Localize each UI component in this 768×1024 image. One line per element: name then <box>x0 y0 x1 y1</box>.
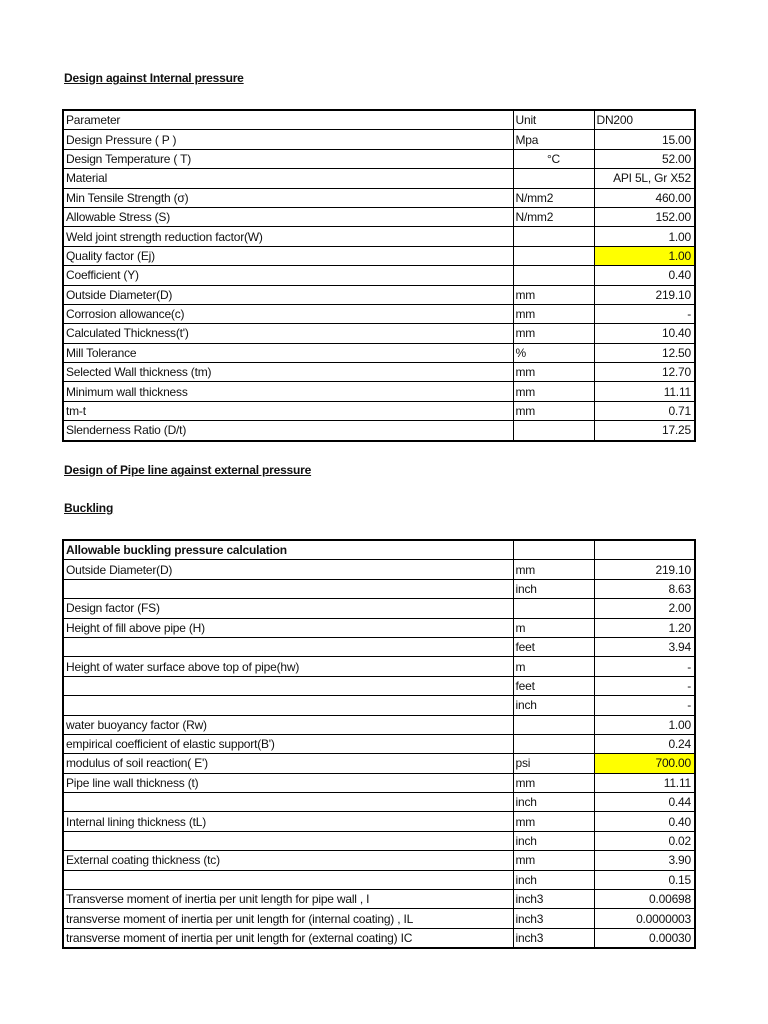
table-row <box>63 637 695 656</box>
parameter-cell[interactable]: Outside Diameter(D) <box>63 560 513 579</box>
parameter-cell[interactable]: Internal lining thickness (tL) <box>63 812 513 831</box>
unit-cell[interactable]: inch <box>513 870 594 889</box>
unit-cell[interactable]: N/mm2 <box>513 188 594 207</box>
table-row <box>63 421 695 441</box>
value-cell[interactable]: 3.90 <box>594 851 695 870</box>
table-row <box>63 343 695 362</box>
table-row <box>63 304 695 323</box>
heading-buckling: Buckling <box>64 501 114 515</box>
value-cell[interactable]: 0.00030 <box>594 928 695 948</box>
value-cell[interactable]: 2.00 <box>594 599 695 618</box>
parameter-cell[interactable]: Height of fill above pipe (H) <box>63 618 513 637</box>
table-row <box>63 382 695 401</box>
parameter-cell[interactable] <box>63 637 513 656</box>
table-row <box>63 618 695 637</box>
parameter-cell[interactable]: Corrosion allowance(c) <box>63 304 513 323</box>
unit-cell[interactable]: mm <box>513 324 594 343</box>
parameter-cell[interactable]: Calculated Thickness(t') <box>63 324 513 343</box>
parameter-cell[interactable]: Coefficient (Y) <box>63 266 513 285</box>
unit-cell[interactable]: % <box>513 343 594 362</box>
value-cell[interactable]: 0.44 <box>594 793 695 812</box>
value-cell[interactable]: 0.40 <box>594 266 695 285</box>
value-cell[interactable]: 0.71 <box>594 401 695 420</box>
table-row <box>63 793 695 812</box>
table-row <box>63 870 695 889</box>
unit-cell[interactable]: inch <box>513 831 594 850</box>
value-cell[interactable]: 152.00 <box>594 207 695 226</box>
internal-pressure-table <box>62 109 696 442</box>
unit-cell[interactable] <box>513 169 594 188</box>
unit-cell[interactable]: Mpa <box>513 130 594 149</box>
parameter-cell[interactable]: Slenderness Ratio (D/t) <box>63 421 513 441</box>
value-cell[interactable]: 219.10 <box>594 285 695 304</box>
table-row <box>63 560 695 579</box>
parameter-cell[interactable]: Height of water surface above top of pipe(hw) <box>63 657 513 676</box>
unit-cell[interactable]: inch3 <box>513 928 594 948</box>
value-cell[interactable]: 10.40 <box>594 324 695 343</box>
table-row <box>63 188 695 207</box>
table-row <box>63 285 695 304</box>
table-row <box>63 266 695 285</box>
buckling-table <box>62 539 696 949</box>
value-cell[interactable]: 52.00 <box>594 149 695 168</box>
table-row <box>63 773 695 792</box>
table-row <box>63 246 695 265</box>
parameter-cell[interactable]: tm-t <box>63 401 513 420</box>
unit-cell[interactable]: m <box>513 657 594 676</box>
value-cell[interactable]: 0.02 <box>594 831 695 850</box>
table-row <box>63 599 695 618</box>
parameter-cell[interactable]: empirical coefficient of elastic support(B') <box>63 734 513 753</box>
value-cell[interactable]: 0.00698 <box>594 890 695 909</box>
parameter-cell[interactable] <box>63 579 513 598</box>
unit-cell[interactable]: mm <box>513 812 594 831</box>
unit-cell[interactable]: m <box>513 618 594 637</box>
unit-cell[interactable]: °C <box>513 149 594 168</box>
table-row <box>63 401 695 420</box>
value-cell[interactable]: 11.11 <box>594 773 695 792</box>
value-cell[interactable]: 12.50 <box>594 343 695 362</box>
parameter-cell[interactable]: Outside Diameter(D) <box>63 285 513 304</box>
unit-cell[interactable] <box>513 599 594 618</box>
table-row <box>63 169 695 188</box>
heading-external-pressure: Design of Pipe line against external pressure <box>64 463 312 477</box>
unit-cell[interactable] <box>513 227 594 246</box>
parameter-cell[interactable]: transverse moment of inertia per unit length for (internal coating) , IL <box>63 909 513 928</box>
parameter-cell[interactable]: Design Temperature ( T) <box>63 149 513 168</box>
value-cell[interactable]: 1.00 <box>594 227 695 246</box>
value-cell[interactable]: - <box>594 657 695 676</box>
value-cell[interactable]: 17.25 <box>594 421 695 441</box>
parameter-cell[interactable]: modulus of soil reaction( E') <box>63 754 513 773</box>
value-cell[interactable]: 8.63 <box>594 579 695 598</box>
unit-cell[interactable]: mm <box>513 382 594 401</box>
unit-cell[interactable] <box>513 246 594 265</box>
value-cell[interactable]: - <box>594 676 695 695</box>
parameter-cell[interactable]: Minimum wall thickness <box>63 382 513 401</box>
value-cell[interactable]: 0.40 <box>594 812 695 831</box>
unit-cell[interactable]: mm <box>513 285 594 304</box>
parameter-cell[interactable]: Selected Wall thickness (tm) <box>63 363 513 382</box>
parameter-cell[interactable]: Design factor (FS) <box>63 599 513 618</box>
table-row <box>63 734 695 753</box>
parameter-cell[interactable]: Material <box>63 169 513 188</box>
unit-cell[interactable]: mm <box>513 401 594 420</box>
unit-cell[interactable] <box>513 266 594 285</box>
parameter-cell[interactable]: Allowable Stress (S) <box>63 207 513 226</box>
value-cell[interactable]: 12.70 <box>594 363 695 382</box>
table-row <box>63 149 695 168</box>
parameter-cell[interactable]: Min Tensile Strength (σ) <box>63 188 513 207</box>
unit-cell[interactable]: inch <box>513 696 594 715</box>
unit-cell[interactable]: mm <box>513 773 594 792</box>
unit-cell[interactable]: feet <box>513 637 594 656</box>
unit-cell[interactable]: feet <box>513 676 594 695</box>
table-row <box>63 754 695 773</box>
header-value[interactable] <box>594 540 695 560</box>
table-row <box>63 657 695 676</box>
value-cell[interactable]: 11.11 <box>594 382 695 401</box>
parameter-cell[interactable]: transverse moment of inertia per unit length for (external coating) IC <box>63 928 513 948</box>
unit-cell[interactable]: N/mm2 <box>513 207 594 226</box>
parameter-cell[interactable] <box>63 831 513 850</box>
unit-cell[interactable]: mm <box>513 560 594 579</box>
parameter-cell[interactable]: Quality factor (Ej) <box>63 246 513 265</box>
unit-cell[interactable]: inch <box>513 793 594 812</box>
value-cell[interactable]: 1.00 <box>594 715 695 734</box>
unit-cell[interactable] <box>513 715 594 734</box>
table-row <box>63 812 695 831</box>
value-cell[interactable]: 0.15 <box>594 870 695 889</box>
parameter-cell[interactable]: Weld joint strength reduction factor(W) <box>63 227 513 246</box>
table-header-row <box>63 540 695 560</box>
value-cell[interactable]: 15.00 <box>594 130 695 149</box>
header-unit[interactable] <box>513 540 594 560</box>
heading-internal-pressure: Design against Internal pressure <box>64 71 244 85</box>
table-row <box>63 363 695 382</box>
value-cell[interactable]: 219.10 <box>594 560 695 579</box>
parameter-cell[interactable]: Pipe line wall thickness (t) <box>63 773 513 792</box>
table-row <box>63 851 695 870</box>
parameter-cell[interactable]: water buoyancy factor (Rw) <box>63 715 513 734</box>
table-row <box>63 715 695 734</box>
table-row <box>63 130 695 149</box>
table-row <box>63 928 695 948</box>
value-cell[interactable]: 0.0000003 <box>594 909 695 928</box>
unit-cell[interactable]: mm <box>513 304 594 323</box>
value-cell[interactable]: 1.20 <box>594 618 695 637</box>
header-unit[interactable]: Unit <box>513 110 594 130</box>
unit-cell[interactable]: inch <box>513 579 594 598</box>
unit-cell[interactable]: mm <box>513 851 594 870</box>
parameter-cell[interactable]: Design Pressure ( P ) <box>63 130 513 149</box>
table-header-row <box>63 110 695 130</box>
value-cell[interactable]: 1.00 <box>594 246 695 265</box>
header-value[interactable]: DN200 <box>594 110 695 130</box>
value-cell[interactable]: 700.00 <box>594 754 695 773</box>
header-parameter[interactable]: Parameter <box>63 110 513 130</box>
unit-cell[interactable]: psi <box>513 754 594 773</box>
table-row <box>63 831 695 850</box>
table-row <box>63 324 695 343</box>
parameter-cell[interactable]: Transverse moment of inertia per unit length for pipe wall , I <box>63 890 513 909</box>
unit-cell[interactable]: inch3 <box>513 890 594 909</box>
parameter-cell[interactable] <box>63 696 513 715</box>
parameter-cell[interactable]: External coating thickness (tc) <box>63 851 513 870</box>
table-row <box>63 207 695 226</box>
value-cell[interactable]: - <box>594 696 695 715</box>
table-row <box>63 579 695 598</box>
header-parameter[interactable]: Allowable buckling pressure calculation <box>63 540 513 560</box>
unit-cell[interactable]: inch3 <box>513 909 594 928</box>
value-cell[interactable]: 3.94 <box>594 637 695 656</box>
value-cell[interactable]: API 5L, Gr X52 <box>594 169 695 188</box>
table-row <box>63 890 695 909</box>
table-row <box>63 676 695 695</box>
parameter-cell[interactable] <box>63 870 513 889</box>
unit-cell[interactable] <box>513 734 594 753</box>
parameter-cell[interactable]: Mill Tolerance <box>63 343 513 362</box>
unit-cell[interactable]: mm <box>513 363 594 382</box>
unit-cell[interactable] <box>513 421 594 441</box>
value-cell[interactable]: 0.24 <box>594 734 695 753</box>
table-row <box>63 227 695 246</box>
table-row <box>63 909 695 928</box>
table-row <box>63 696 695 715</box>
parameter-cell[interactable] <box>63 793 513 812</box>
value-cell[interactable]: - <box>594 304 695 323</box>
value-cell[interactable]: 460.00 <box>594 188 695 207</box>
parameter-cell[interactable] <box>63 676 513 695</box>
